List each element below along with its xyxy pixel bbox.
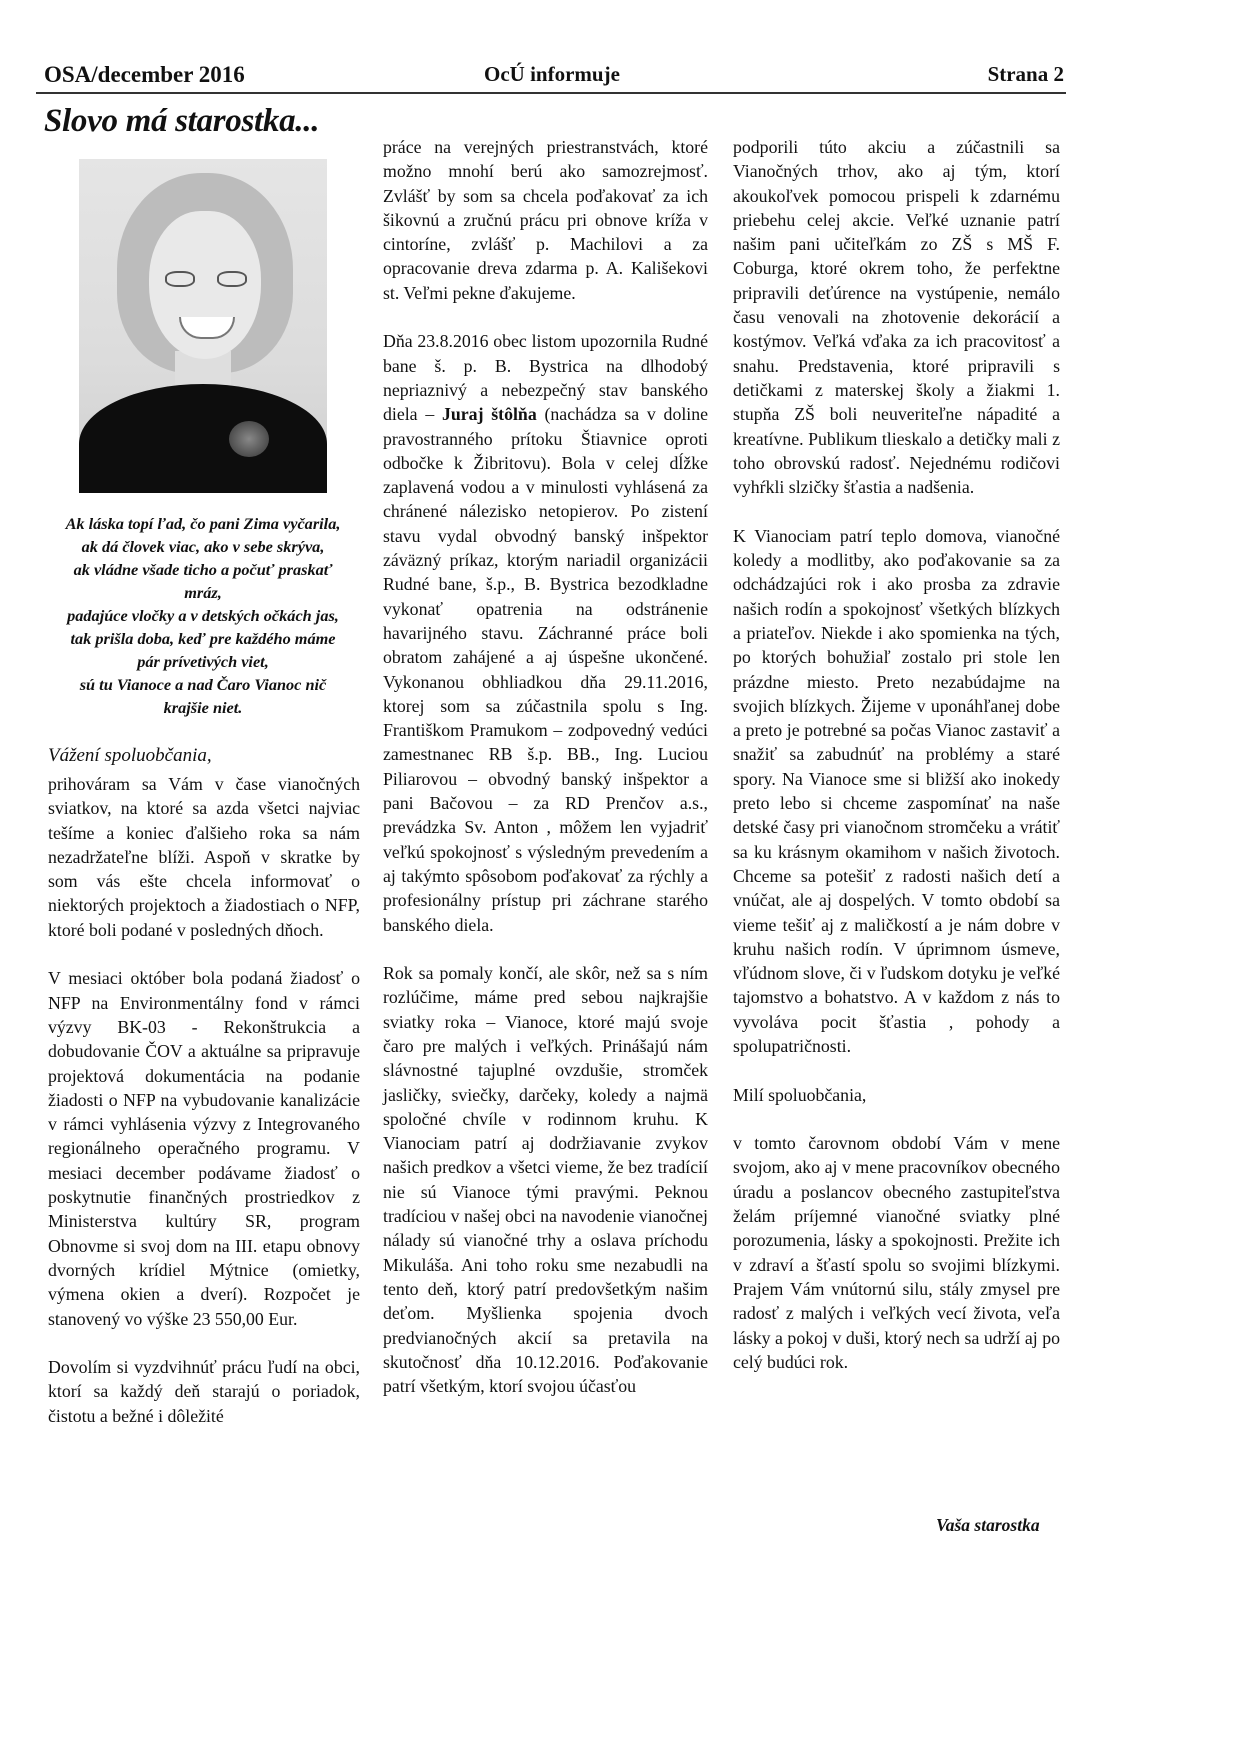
article-title: Slovo má starostka... [44,103,320,139]
greeting: Vážení spoluobčania, [48,745,212,766]
paragraph [383,329,708,936]
poem-line: tak prišla doba, keď pre každého máme [70,629,336,648]
poem [44,512,362,719]
header-divider [36,92,1066,94]
poem-line: mráz, [184,583,222,602]
paragraph: Rok sa pomaly končí, ale skôr, než sa s ním rozlúčime, máme pred sebou najkrajšie sviatky roka – Vianoce, ktoré majú svoje čaro pre malých i veľkých. Prinášajú nám slávnostné tajuplné ovzdušie, stromček jasličky, sviečky, darčeky, koledy a najmä spoločné chvíle v rodinnom kruhu. K Vianociam patrí aj dodržiavanie zvykov našich predkov a všetci vieme, že bez tradícií nie sú Vianoce tými pravými. Peknou tradíciou v našej obci na navodenie vianočnej nálady sú vianočné trhy a oslava príchodu Mikuláša. Ani toho roku sme nezabudli na tento deň, ktorý patrí predovšetkým našim deťom. Myšlienka spojenia dvoch predvianočných akcií sa pretavila na skutočnosť dňa 10.12.2016. Poďakovanie patrí všetkým, ktorí svojou účasťou [383,963,708,1397]
portrait-photo-icon [79,159,327,493]
poem-line: sú tu Vianoce a nad Čaro Vianoc nič [79,675,327,694]
paragraph: K Vianociam patrí teplo domova, vianočné koledy a modlitby, ako poďakovanie sa za odchádzajúci rok i ako prosba za zdravie našich rodín a spokojnosť všetkých blízkych a priateľov. Niekde i ako spomienka na tých, po ktorých bohužiaľ zostalo pri stole len prázdne miesto. Preto nezabúdajme na svojich blízkych. Žijeme v uponáhľanej dobe a preto je potrebné sa počas Vianoc zastaviť a snažiť sa zabudnúť na problémy a staré spory. Na Vianoce sme si bližší ako inokedy preto lebo si chceme zaspomínať na naše detské časy pri vianočnom stromčeku a vrátiť sa ku krásnym okamihom v našich životoch. Chceme sa potešiť z radosti našich detí a vnúčat, ale aj dospelých. V tomto období sa vieme tešiť aj z maličkostí a je nám dobre v kruhu našich rodín. V úprimnom úsmeve, vľúdnom slove, či v ľudskom dotyku je veľké tajomstvo a bohatstvo. A v každom z nás to vyvoláva pocit šťastia , pohody a spolupatričnosti. [733,525,1060,1056]
paragraph-text: Dňa 23.8.2016 obec listom upozornila Rudné bane š. p. B. Bystrica na dlhodobý nepriaznivý a nebezpečný stav banského diela – [383,331,708,425]
poem-line: ak dá človek viac, ako v sebe skrýva, [81,537,325,556]
poem-line: krajšie niet. [163,698,243,717]
page-number: Strana 2 [987,62,1064,86]
column-3 [733,135,1060,1398]
poem-line: ak vládne všade ticho a počuť praskať [73,560,333,579]
paragraph: práce na verejných priestranstvách, ktoré možno mnohí berú ako samozrejmosť. Zvlášť by som sa chcela poďakovať za ich šikovnú a zručnú prácu pri obnove kríža v cintoríne, zvlášť p. Machilovi a za opracovanie dreva zdarma p. A. Kališekovi st. Veľmi pekne ďakujeme. [383,137,708,303]
salutation: Milí spoluobčania, [733,1084,867,1105]
paragraph: V mesiaci október bola podaná žiadosť o NFP na Environmentálny fond v rámci výzvy BK-03 - Rekonštrukcia a dobudovanie ČOV a aktuálne sa pripravuje projektová dokumentácia na podanie žiadosti o NFP na vybudovanie kanalizácie v rámci vyhlásenia výzvy z Integrovaného regionálneho operačného programu. V mesiaci december podávame žiadosť o poskytnutie finančných prostriedkov z Ministerstva kultúry SR, program Obnovme si svoj dom na III. etapu obnovy dvorných krídiel Mýtnice (omietky, výmena okien a dverí). Rozpočet je stanovený vo výške 23 550,00 Eur. [48,968,360,1329]
paragraph: prihováram sa Vám v čase vianočných sviatkov, na ktoré sa azda všetci najviac tešíme a koniec ďalšieho roka sa nám nezadržateľne blíži. Aspoň v skratke by som vás ešte chcela informovať o niektorých projektoch a žiadostiach o NFP, ktoré boli podané v posledných dňoch. [48,774,360,940]
poem-line: Ak láska topí ľad, čo pani Zima vyčarila, [65,514,341,533]
section-label: OcÚ informuje [484,62,620,86]
poem-line: pár prívetivých viet, [137,652,269,671]
mine-name: Juraj štôlňa [442,404,537,425]
paragraph: Dovolím si vyzdvihnúť prácu ľudí na obci, ktorí sa každý deň starajú o poriadok, čistotu a bežné i dôležité [48,1357,360,1426]
poem-line: padajúce vločky a v detských očkách jas, [67,606,339,625]
paragraph: podporili túto akciu a zúčastnili sa Vianočných trhov, ako aj tým, ktorí akoukoľvek pomocou prispeli k zdarnému priebehu celej akcie. Veľké uznanie patrí našim pani učiteľkám zo ZŠ s MŠ F. Coburga, ktoré okrem toho, že perfektne pripravili deťúrence na vystúpenie, nemálo času venovali na zhotovenie dekorácií a kostýmov. Veľká vďaka za ich pracovitosť a snahu. Predstavenia, ktoré pripravili s detičkami z materskej školy a žiakmi 1. stupňa ZŠ boli neuveriteľne nápadité a kreatívne. Publikum tlieskalo a detičky mali z toho obrovskú radosť. Nejednému rodičovi vyhŕkli slzičky šťastia a nadšenia. [733,137,1060,498]
paragraph-text: (nachádza sa v doline pravostranného prítoku Štiavnice oproti odbočke k Žibritovu). Bola v celej dĺžke zaplavená vodou a v minulosti vyhlásená za chránené nálezisko netopierov. Po zistení stavu vydal obvodný banský inšpektor záväzný príkaz, ktorým nariadil organizácii Rudné bane, š.p., B. Bystrica bezodkladne vykonať opatrenia na odstránenie havarijného stavu. Záchranné práce boli obratom zahájené a aj úspešne ukončené. Vykonanou obhliadkou dňa 29.11.2016, ktorej som sa zúčastnila spolu s Ing. Františkom Pramukom – zodpovedný vedúci zamestnanec RB š.p. BB., Ing. Luciou Piliarovou – obvodný banský inšpektor a pani Bačovou – za RD Prenčov a.s., prevádzka Sv. Anton , môžem len vyjadriť veľkú spokojnosť s výsledným prevedením a aj takýmto spôsobom poďakovať za rýchly a profesionálny prístup pri záchrane starého banského diela. [383,404,709,935]
column-1 [48,772,360,1452]
paragraph: v tomto čarovnom období Vám v mene svojom, ako aj v mene pracovníkov obecného úradu a poslancov obecného zastupiteľstva želám príjemné vianočné sviatky plné porozumenia, lásky a spokojnosti. Prežite ich v zdraví a šťastí spolu so svojimi blízkymi. Prajem Vám vnútornú silu, stály zmysel pre radosť z malých i veľkých vecí života, veľa lásky a pokoj v duši, ktorý nech sa udrží aj po celý budúci rok. [733,1133,1060,1372]
page-header [44,62,1064,92]
issue-label: OSA/december 2016 [44,62,245,87]
column-2 [383,135,708,1423]
signature: Vaša starostka [936,1515,1040,1535]
